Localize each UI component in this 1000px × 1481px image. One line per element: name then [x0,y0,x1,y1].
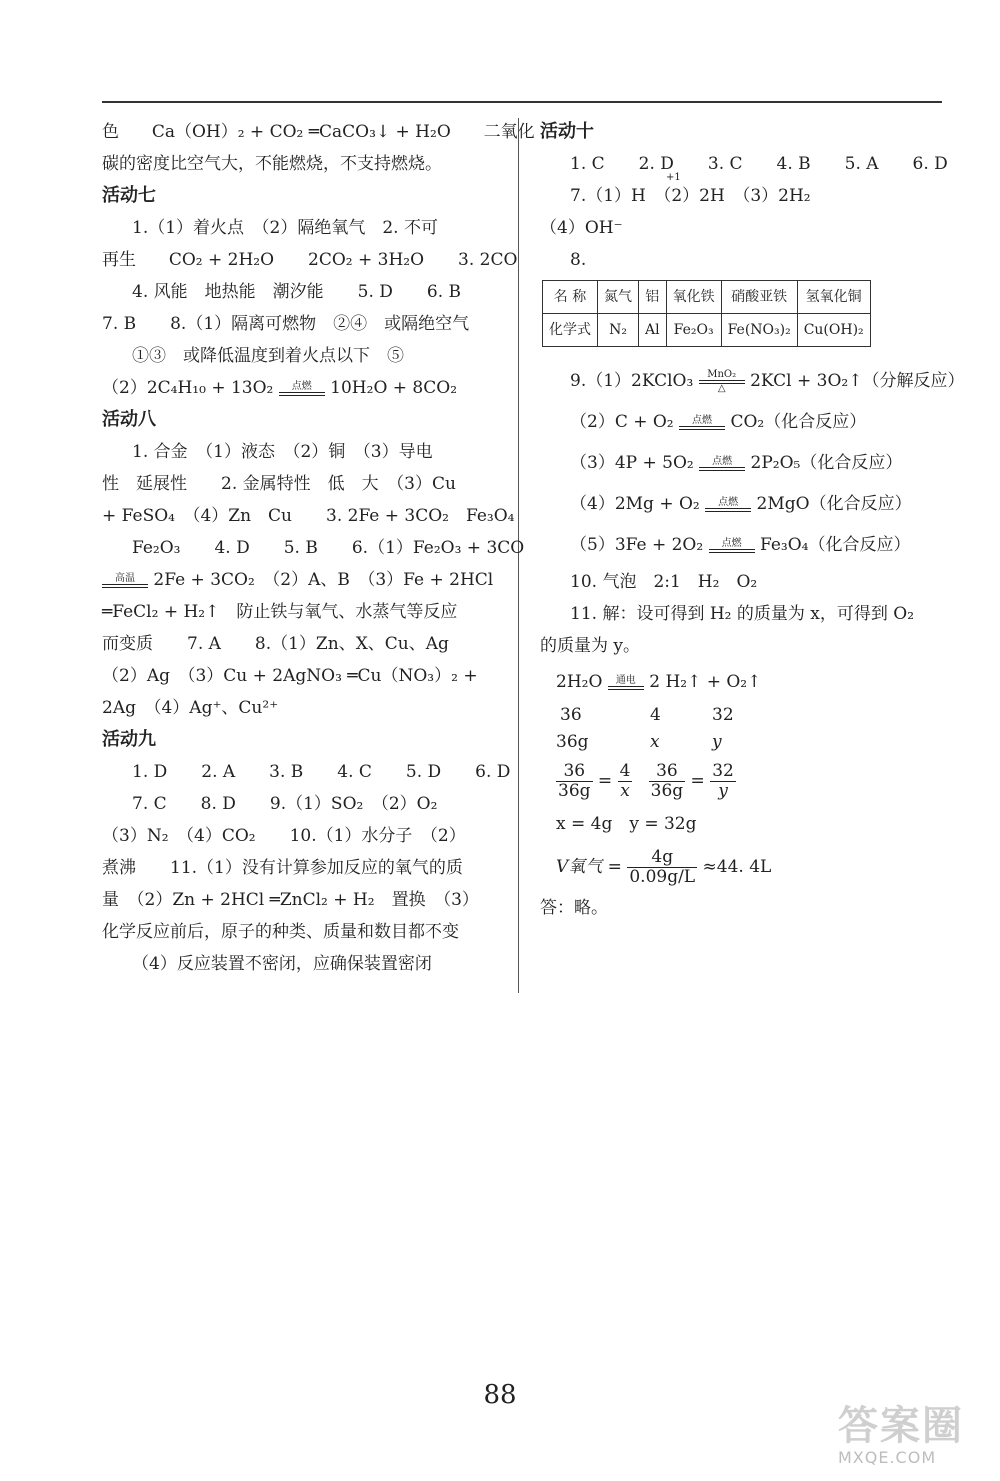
text: 7.（1）H （2）2H （3）2H₂ [570,186,811,206]
table-cell: Fe(NO₃)₂ [721,314,797,347]
table-cell: Cu(OH)₂ [797,314,870,347]
answer-line: 而变质 7. A 8.（1）Zn、X、Cu、Ag [102,634,449,654]
answer-line: 4. 风能 地热能 潮汐能 5. D 6. B [132,282,461,302]
section-heading-7: 活动七 [102,185,156,206]
text: CO₂ + 2H₂O 2CO₂ + 3H₂O 3. 2CO [168,250,518,270]
reaction-arrow [699,457,745,471]
answer-line: 性 延展性 2. 金属特性 低 大 （3）Cu [102,474,456,494]
reaction-arrow [608,676,644,690]
table-row [543,281,871,314]
value: 36g [556,732,589,752]
value: 32 [712,705,734,725]
fraction: $\frac{32}{y}$ [712,761,734,801]
text: 色 [102,122,119,142]
text: ≈44. 4L [702,857,772,877]
mass-row [540,702,945,728]
fraction: $\frac{4}{x}$ [619,761,631,801]
answer-line: ═FeCl₂ + H₂↑ 防止铁与氧气、水蒸气等反应 [102,602,458,622]
page-number: 88 [483,1380,517,1410]
table-cell: Al [639,314,667,347]
answer-line: 2Ag （4）Ag⁺、Cu²⁺ [102,698,279,718]
answer-line: 1. D 2. A 3. B 4. C 5. D 6. D [132,762,511,782]
condition: 高温 [115,572,135,584]
text: 9.（1）2KClO₃ [570,371,694,391]
right-column [540,116,965,924]
answer-line: 答：略。 [540,898,608,918]
reaction-arrow [705,498,751,512]
text: 2Fe + 3CO₂ （2）A、B （3）Fe + 2HCl [153,570,494,590]
reaction-arrow [279,382,325,396]
table-cell: Fe₂O₃ [666,314,721,347]
volume-line [540,842,945,892]
fraction: $\frac{36}{36g}$ [558,761,591,801]
answer-line [102,372,502,404]
answer-line [540,361,965,402]
valence-mark: +1 [666,172,681,184]
watermark-text: 答案圈 [838,1403,964,1449]
text: （3）4P + 5O₂ [570,453,694,473]
answer-line [540,402,945,443]
proportion-line: $\frac{36}{36g}$ = $\frac{4}{x}$ $\frac{36}{36g}$ = $\frac{32}{y}$ [558,761,734,801]
answer-line: 11. 解：设可得到 H₂ 的质量为 x，可得到 O₂ [570,604,915,624]
table-cell: N₂ [598,314,639,347]
equation-line [540,662,945,702]
table-cell: 氮气 [598,281,639,314]
answer-line: （4）OH⁻ [540,218,623,238]
value: y [712,732,722,752]
watermark-logo [838,1404,998,1478]
answer-line: 1.（1）着火点 （2）隔绝氧气 2. 不可 [132,218,438,238]
answer-line [540,172,945,212]
answer-line: 7. B 8.（1）隔离可燃物 ②④ 或隔绝空气 [102,314,470,334]
fraction: $\frac{4g}{0.09g/L}$ [629,847,696,887]
chemical-formula-table [542,280,871,347]
answer-line: （4）反应装置不密闭，应确保装置密闭 [132,954,432,974]
value: 4 [650,705,661,725]
reaction-arrow [699,370,745,394]
answer-line: 煮沸 11.（1）没有计算参加反应的氧气的质 [102,858,463,878]
watermark-url: MXQE.COM [838,1448,937,1467]
equation: Ca（OH）₂ + CO₂ ═CaCO₃↓ + H₂O [151,122,451,142]
answer-line [102,564,502,596]
text: 2H₂O [556,672,603,692]
condition: 点燃 [712,455,733,467]
text: 10H₂O + 8CO₂ [330,378,458,398]
answer-line [102,116,535,148]
top-rule [102,101,942,103]
mass-row [540,728,945,756]
text: Fe₃O₄（化合反应） [760,535,911,555]
text: 再生 [102,250,136,270]
condition: 点燃 [291,380,312,392]
table-row [543,314,871,347]
answer-line: 1. 合金 （1）液态 （2）铜 （3）导电 [132,442,433,462]
table-cell: 名 称 [543,281,598,314]
reaction-arrow [679,416,725,430]
table-cell: 化学式 [543,314,598,347]
table-cell: 铝 [639,281,667,314]
text: （5）3Fe + 2O₂ [570,535,704,555]
condition: 通电 [615,674,636,686]
text: （4）2Mg + O₂ [570,494,700,514]
answer-line: ①③ 或降低温度到着火点以下 ⑤ [132,346,404,366]
answer-line: 7. C 8. D 9.（1）SO₂ （2）O₂ [132,794,438,814]
text: V氧气 = [556,857,622,877]
answer-line: + FeSO₄ （4）Zn Cu 3. 2Fe + 3CO₂ Fe₃O₄ [102,506,515,526]
table-cell: 氢氧化铜 [797,281,870,314]
condition: △ [717,382,726,394]
text: （2）2C₄H₁₀ + 13O₂ [102,378,274,398]
value: x [650,732,660,752]
condition: 点燃 [692,414,713,426]
answer-line: 化学反应前后，原子的种类、质量和数目都不变 [102,922,459,942]
answer-line [540,443,945,484]
section-heading-10: 活动十 [540,121,594,142]
answer-line: 8. [570,250,587,270]
answer-line [540,525,945,566]
answer-line: 1. C 2. D 3. C 4. B 5. A 6. D [570,154,948,174]
section-heading-9: 活动九 [102,729,156,750]
left-column [102,116,535,980]
answer-line: 的质量为 y。 [540,636,641,656]
answer-line: Fe₂O₃ 4. D 5. B 6.（1）Fe₂O₃ + 3CO [132,538,525,558]
text: 2P₂O₅（化合反应） [750,453,903,473]
table-cell: 氧化铁 [666,281,721,314]
reaction-arrow [709,539,755,553]
answer-line: 10. 气泡 2:1 H₂ O₂ [570,572,758,592]
value: 36 [560,705,582,725]
text: 2KCl + 3O₂↑（分解反应） [750,371,965,391]
answer-line: 碳的密度比空气大，不能燃烧，不支持燃烧。 [102,154,442,174]
text: CO₂（化合反应） [730,412,867,432]
condition: 点燃 [718,496,739,508]
answer-line [540,484,945,525]
text: 二氧化 [483,122,535,142]
reaction-arrow [102,574,148,588]
answer-line: （2）Ag （3）Cu + 2AgNO₃ ═Cu（NO₃）₂ + [102,666,478,686]
condition: 点燃 [721,537,742,549]
text: 2 H₂↑ + O₂↑ [649,672,762,692]
fraction: $\frac{36}{36g}$ [650,761,684,801]
answer-line: 量 （2）Zn + 2HCl ═ZnCl₂ + H₂ 置换 （3） [102,890,479,910]
table-cell: 硝酸亚铁 [721,281,797,314]
answer-line: x = 4g y = 32g [556,814,697,834]
section-heading-8: 活动八 [102,409,156,430]
answer-line: （3）N₂ （4）CO₂ 10.（1）水分子 （2） [102,826,466,846]
text: （2）C + O₂ [570,412,674,432]
condition: MnO₂ [707,368,737,380]
text: 2MgO（化合反应） [756,494,912,514]
answer-line [102,244,518,276]
